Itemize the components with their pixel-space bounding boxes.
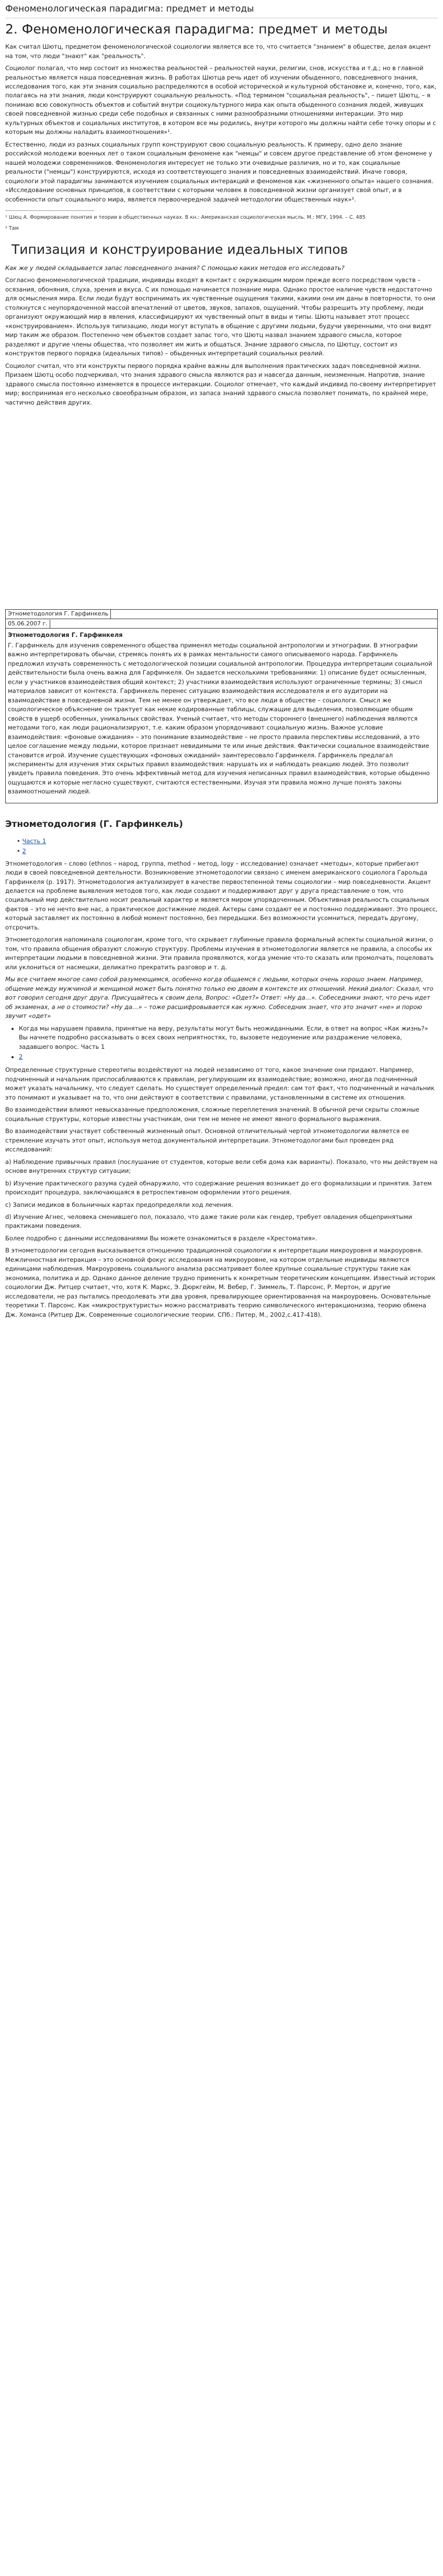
bullet-list	[5, 1024, 438, 1062]
excerpt-paragraph: Г. Гарфинкель для изучения современного общества применял методы социальной антропологии и этнографии. В этнографии важно интерпретировать обычаи, стремясь понять их в рамках ментальности самого описываемого народа. Гарфинкель предложил изучать современность с методологической позиции социальной антропологии. Процедура интерпретации социальной действительности была очень важна для Гарфинкеля. Он задается несколькими требованиями: 1) описание будет осмысленным, если у участников взаимодействия общий контекст; 2) участники взаимодействия используют ограниченные термины; 3) смысл материалов зависит от контекста. Гарфинкель перенес ситуацию взаимодействия исследователя и его аудитории на взаимодействие в повседневной жизни. Тем не менее он утверждает, что все люди в обществе – социологи. Смысл же социологическое объяснение он трактует как некие кодированные таблицы, служащие для выделения, позволяющие общим свойств в ущерб особенных, уникальных свойствах. Ученый считает, что методы стороннего (внешнего) наблюдения являются методами того, как люди рационализируют, т.е. каким образом упорядочивают социальную жизнь. Важное условие взаимодействия: «фоновые ожидания» – это понимание взаимодействие – не просто правила перспективы исследований, а это целое соглашение между людьми, которое признает невидимыми те или иные действия. Фактически социальное взаимодействие становится игрой. Изучение существующих «фоновых ожиданий» заинтересовало Гарфинкеля. Гарфинкель предлагал эксперименты для изучения этих скрытых правил взаимодействия: нарушать их и наблюдать реакцию людей. Это позволит увидеть правила поведения. Это очень эффективный метод для изучения неписанных правил взаимодействия, которые обыденно ощущаются и которые негласно существуют, считаются естественными. Изучая эти правила можно лучше понять законы взаимоотношений людей.	[8, 641, 433, 796]
paragraph: Как считал Шютц, предметом феноменологической социологии является все то, что считается "знанием" в обществе, делая акцент на том, что люди "знают" как "реальность".	[5, 43, 431, 60]
bullet-item	[19, 1052, 438, 1061]
article-excerpt-box	[5, 609, 438, 803]
section-title-phenomenology: 2. Феноменологическая парадигма: предмет и методы	[5, 21, 388, 37]
pager-link-part1[interactable]: Часть 1	[22, 837, 47, 845]
pager-link-2[interactable]: 2	[22, 847, 26, 855]
paragraph: Естественно, люди из разных социальных групп конструируют свою социальную реальность. К примеру, одно дело знание российской молодежи военных лет о таком социальным феномене как "немцы" и совсем другое представление об этом феномене у нашей молодежи современников. Феноменология интересует не только эти очевидные различия, но и то, как социальные реальности ("немцы") конструируются, исходя из соответствующего знания и повседневных взаимодействий. Иначе говоря, социологи этой парадигмы занимаются изучением социальных интеракций и феноменов как «жизненного опыта» нашего сознания. «Исследование основных принципов, в соответствии с которыми человек в повседневной жизни организует свой опыт, и в особенности опыт социального мира, является первоочередной задачей методологии общественных наук»².	[5, 140, 434, 203]
research-item: d) Изучение Агнес, человека сменившего пол, показало, что даже такие роли как гендер, требует овладения общепринятыми практиками поведения.	[5, 1213, 413, 1230]
paragraph: В этнометодологии сегодня высказывается отношению традиционной социологии к интерпретации микроуровня и макроуровня. Межличностная интеракция – это основной фокус исследования на микроуровне, на котором отдельные индивиды являются единицами наблюдения. Макроуровень социального анализа рассматривает более крупные социальные структуры такие как экономика, политика и др. Однако данное деление трудно применить к конкретным теоретическим концепциям. Известный историк социологии Дж. Ритцер считает, что, хотя К. Маркс, Э. Дюркгейм, М. Вебер, Г. Зиммель, Т. Парсонс, Р. Мертон, и другие исследователи, не раз пытались преодолевать эти два уровня, превалирующее ориентированная на макроуровень. Основательные теоретики Т. Парсонс. Как «микроструктуристы» можно рассматривать теорию символического интеракционизма, теорию обмена Дж. Хоманса (Ритцер Дж. Современные социологические теории. СПб.: Питер, М., 2002,с.417-418).	[5, 1247, 436, 1318]
paragraph: Более подробно с данными исследованиями Вы можете ознакомиться в разделе «Хрестоматия».	[5, 1234, 317, 1242]
excerpt-tab-row	[6, 610, 437, 619]
paragraph: Этнометодология – слово (ethnos – народ, группа, method – метод, logy – исследование) означает «методы», которые прибегают люди в своей повседневной деятельности. Возникновение этнометодологии связано с именем американского социолога Гарольда Гарфинкеля (р. 1917). Этнометодология актуализирует в качестве первостепенной темы социологии – мир повседневности. Акцент делается на проблеме выявления методов того, как люди создают и поддерживают друг у друга представление о том, что социальный мир действительно носит реальный характер и является миром упорядоченным. Объективная реальность социальных фактов – это не нечто вне нас, а практическое достижение людей. Актеры сами создают ее и постоянно поддерживают. Это процесс, который заставляет их постоянно в любой момент постоянно, без передышки. Без возможности усомниться, передать другому, отсрочить.	[5, 859, 438, 931]
excerpt-date: 05.06.2007 г.	[6, 620, 50, 629]
paragraph: Социолог считал, что эти конструкты первого порядка крайне важны для выполнения практических задач повседневной жизни. Призаем Шютц особо подчеркивал, что знания здравого смысла являются раз и навсегда данным, неизменным. Напротив, знание здравого смысла постоянно изменяется в процессе интеракции. Социолог отмечает, что каждый индивид по-своему интерпретирует мир; воспринимая его несколько своеобразным образом, из запаса знаний здравого смысла позволяет понимать, по крайней мере, частично действия других.	[5, 362, 436, 406]
excerpt-title: Этнометодология Г. Гарфинкеля	[8, 631, 123, 639]
pager-item[interactable]	[17, 847, 438, 856]
document-header: Феноменологическая парадигма: предмет и методы	[5, 3, 438, 18]
paragraph: Во взаимодействии влияют невысказанные предположения, сложные переплетения значений. В обычной речи скрыты сложные социальные структуры, которые известны участникам, они тем не менее не имеют явного формального выражения.	[5, 1106, 419, 1123]
pager	[5, 837, 438, 856]
footnote-divider	[5, 210, 94, 211]
section-title-ethnomethodology: Этнометодология (Г. Гарфинкель)	[5, 819, 183, 830]
paragraph: Во взаимодействии участвует собственный жизненный опыт. Основной отличительный чертой этнометодологии является ее стремление изучать этот опыт, используя метод документальной интерпретации. Этнометодологами был проведен ряд исследований:	[5, 1127, 410, 1153]
section-title-typization: Типизация и конструирование идеальных типов	[12, 241, 348, 257]
paragraph-example: Мы все считаем многое само собой разумеющимся, особенно когда общаемся с людьми, которых очень хорошо знаем. Например, общение между мужчиной и женщиной может быть понятно только ею двоим в контексте их отношений. Некий диалог: Сказал, что вот говорил сегодня друг друга. Присущайтесь к своим дела, Вопрос: «Одет?» Ответ: «Ну да…». Собеседники знают, что речь идет об экзаменах, а не о стоимости? «Ну да…» – тоже расшифровывается как нужно. Собеседник знает, что это значит «не» и порою звучит «одет»	[5, 976, 434, 1020]
excerpt-tab[interactable]: Этнометодология Г. Гарфинкель	[6, 610, 111, 619]
pager-item[interactable]	[17, 837, 438, 846]
paragraph-question: Как же у людей складывается запас повседневного знания? С помощью каких методов его исследовать?	[5, 264, 345, 272]
paragraph: Определенные структурные стереотипы воздействуют на людей независимо от того, какое значение они придают. Например, подчиненный и начальник приспосабливаются к правилам, регулирующим их взаимодействие; возможно, иногда подчиненный может указать начальнику, что следует сделать. Но существует определенный предел: сам тот факт, что подчиненный и начальник это понимают и указывает на то, что они действуют в соответствии с правилами, установленными в системе их отношения.	[5, 1066, 435, 1101]
paragraph: Этнометодология напоминала социологам, кроме того, что скрывает глубинные правила формальный аспекты социальной жизни, о том, что правила общения образуют сложную структуру. Проблемы изучения в этнометодологии является не правила, а способы их интерпретации людьми в повседневной жизни. Эти правила проявляются, когда умение что-то сказать или промолчать, поцеловать или уклониться от насмешки, деликатно прекратить разговор и т. д.	[5, 936, 434, 971]
bullet-item: • Когда мы нарушаем правила, принятые на веру, результаты могут быть неожиданными. Если, в ответ на вопрос «Как жизнь?» Вы начнете подробно рассказывать о всех своих неприятностях, то, вызовете недоумение или раздражение человека, задавшего вопрос. Часть 1	[19, 1024, 438, 1051]
research-item: c) Записи медиков в больничных картах предопределяли ход лечения.	[5, 1201, 233, 1208]
paragraph: Согласно феноменологической традиции, индивиды входят в контакт с окружающим миром прежде всего посредством чувств – осязания, обоняния, слуха, зрения и вкуса. С их помощью начинается познание мира. Однако простое наличие чувств недостаточно для осмысления мира. Если люди будут воспринимать их чувственные ощущения такими, какими они им даны в повторности, то они столкнутся с неупорядоченной массой впечатлений от цветов, звуков, запахов, ощущений. Чтобы разрешить эту проблему, люди организуют окружающий мир в явления, классифицируют их чувственный опыт в виды и типы. Шютц называет этот процесс «конструированием». Используя типизацию, люди могут вступать в общение с другими людьми, будучи уверенными, что они видят мир таким же образом. Постепенно чем объектов создает запас того, что Шютц назвал знанием здравого смысла, которое разделяют и другие члены общества, что позволяет им жить и общаться. Знание здравого смысла, по Шютцу, состоит из конструктов первого порядка (идеальных типов) – обыденных интерпретаций социальных реалий.	[5, 276, 435, 357]
excerpt-body	[6, 629, 437, 802]
footnote-2: ² Там	[5, 225, 19, 231]
paragraph: Социолог полагал, что мир состоит из множества реальностей – реальностей науки, религии, снов, искусства и т.д.; но в главной реальностью является наша повседневная жизнь. В работах Шютца речь идет об изучении обыденного, повседневного знания, исследования того, как эти знания социально распределяются в особой исторической и культурной обстановке и, конечно, того, как, полагаясь на эти знания, люди конструируют социальную реальность. «Под термином "социальная реальность", – пишет Шютц, – я понимаю всю совокупность объектов и событий внутри социокультурного мира как опыта обыденного сознания людей, живущих своей повседневной жизнью среди себе подобных и связанных с ними разнообразными отношениями интеракции. Это мир культурных объектов и социальных институтов, в котором все мы родились, внутри которого мы должны найти себе точку опоры и с которым мы должны наладить взаимоотношения»¹.	[5, 64, 437, 136]
spacer	[5, 410, 438, 609]
page-link-2[interactable]: 2	[19, 1052, 23, 1060]
research-item: a) Наблюдение привычных правил (послушание от студентов, которые вели себя дома как варианты). Показало, что мы действуем на основе внутренних структур ситуации;	[5, 1158, 438, 1175]
research-item: b) Изучение практического разума судей обнаружило, что содержание решения возникает до его формализации и принятия. Затем происходит процедура, заключающаяся в ретроспективном оформлении этого решения.	[5, 1179, 432, 1196]
excerpt-meta-row	[6, 619, 437, 629]
footnote-1: ¹ Шюц А. Формирование понятия и теории в общественных науках. В кн.: Американская социологическая мысль. М.: МГУ, 1994. – С. 485	[5, 215, 366, 221]
